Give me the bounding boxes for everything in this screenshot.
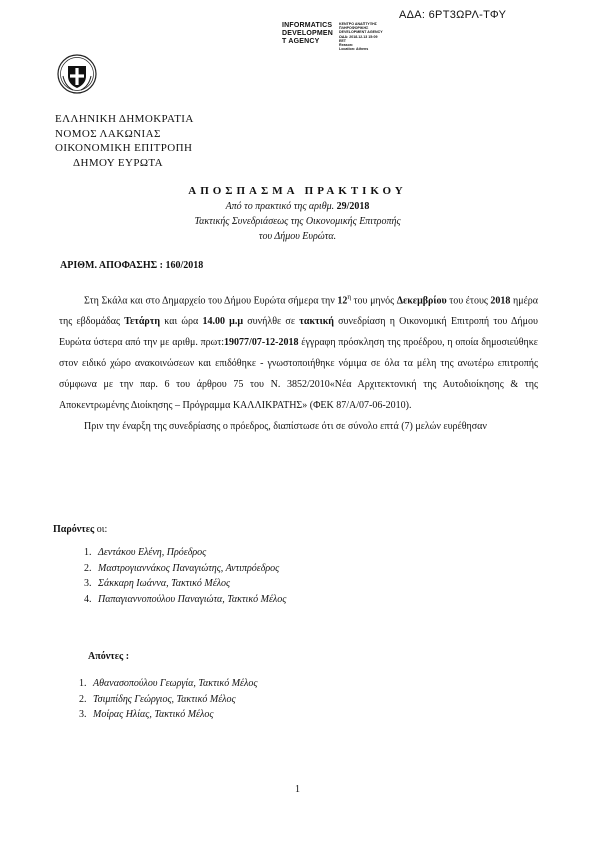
member-name: Τσιμπίδης Γεώργιος, Τακτικό Μέλος — [93, 693, 236, 705]
list-item — [84, 545, 286, 561]
member-name: Μοίρας Ηλίας, Τακτικό Μέλος — [93, 709, 214, 720]
page-number: 1 — [295, 784, 300, 795]
greek-coat-of-arms-icon — [57, 54, 97, 94]
present-heading — [53, 524, 107, 535]
meeting-paragraph — [59, 287, 538, 416]
emphasized-text: 2018 — [490, 295, 511, 307]
list-item — [84, 561, 286, 577]
authority-line: ΟΙΚΟΝΟΜΙΚΗ ΕΠΙΤΡΟΠΗ — [55, 142, 193, 154]
emphasized-text: 12 — [337, 295, 348, 307]
municipality-line: του Δήμου Ευρώτα. — [258, 231, 337, 242]
paragraph-text: έγγραφη πρόσκληση της προέδρου, η οποία δημοσιεύθηκε στον ειδικό χώρο ανακοινώσεων και επιδόθηκε - γνωστοποιήθηκε νόμιμα σε όλα τα μέλη της ανωτέρω επιτροπής σύμφωνα με την παρ. 6 του άρθρου 75 του Ν. 3852/2010«Νέα Αρχιτεκτονική της Αυτοδιοίκησης & της Αποκεντρωμένης Διοίκησης – Πρόγραμμα ΚΑΛΛΙΚΡΑΤΗΣ» (ΦΕΚ 87/Α/07-06-2010). — [59, 337, 538, 412]
signature-line: DEVELOPMEN — [282, 30, 334, 37]
minutes-ref-prefix: Από το πρακτικό της αριθμ. — [225, 201, 335, 212]
decision-number — [60, 260, 203, 271]
paragraph-text: και ώρα — [160, 316, 203, 328]
signature-line: T AGENCY — [282, 38, 320, 45]
signature-detail-line: EET — [339, 38, 347, 43]
item-number: 1. — [84, 547, 92, 558]
member-name: Παπαγιαννοπούλου Παναγιώτα, Τακτικό Μέλος — [98, 593, 287, 605]
signature-detail-line: ΚΕΝΤΡΟ ΑΝΑΠΤΥΞΗΣ — [339, 22, 377, 26]
minutes-reference — [0, 201, 595, 212]
paragraph-text: η — [347, 293, 351, 301]
minutes-number: 29/2018 — [336, 201, 370, 212]
member-name: Αθανασοπούλου Γεωργία, Τακτικό Μέλος — [93, 678, 258, 689]
paragraph-text: συνήλθε σε — [243, 316, 300, 328]
session-type: Τακτικής Συνεδριάσεως της Οικονομικής Επιτροπής — [194, 216, 401, 227]
signature-detail-line: Reason: — [339, 43, 354, 48]
emphasized-text: Τετάρτη — [124, 316, 161, 328]
signature-agency-en — [282, 22, 333, 51]
quorum-paragraph: Πριν την έναρξη της συνεδρίασης ο πρόεδρος, διαπίστωσε ότι σε σύνολο επτά (7) μελών ευρέθησαν — [84, 421, 487, 433]
signature-details — [339, 22, 395, 51]
decision-value: 160/2018 — [165, 260, 204, 271]
signature-detail-line: ΩΔΑ: 2018.12.13 15:09 — [339, 34, 378, 39]
present-label: Παρόντες — [53, 524, 95, 535]
document-title: ΑΠΟΣΠΑΣΜΑ ΠΡΑΚΤΙΚΟΥ — [188, 185, 407, 197]
signature-detail-line: DEVELOPMENT AGENCY — [339, 30, 383, 35]
issuing-authority — [55, 112, 194, 170]
member-name: Μαστρογιαννάκος Παναγιώτης, Αντιπρόεδρος — [98, 562, 280, 574]
present-members-list — [84, 545, 286, 607]
absent-heading: Απόντες : — [88, 651, 130, 662]
paragraph-text: του μηνός — [350, 295, 397, 307]
emphasized-text: 14.00 μ.μ — [202, 316, 244, 328]
item-number: 4. — [84, 593, 92, 605]
decision-label: ΑΡΙΘΜ. ΑΠΟΦΑΣΗΣ : — [60, 260, 163, 271]
list-item — [79, 707, 257, 723]
item-number: 3. — [84, 578, 92, 589]
item-number: 2. — [79, 693, 87, 705]
list-item — [84, 592, 286, 608]
absent-members-list — [79, 676, 257, 723]
paragraph-text: συνεδρίαση η Οικονομική Επιτροπή του Δήμου Ευρώτα ύστερα από την με αριθμ. πρωτ: — [59, 316, 538, 349]
list-item — [84, 576, 286, 592]
paragraph-text: Στη Σκάλα και στο Δημαρχείο του Δήμου Ευρώτα σήμερα την — [84, 295, 338, 307]
minutes-body — [59, 287, 538, 437]
signature-detail-line: Location: Athens — [339, 47, 369, 52]
paragraph-text: του έτους — [446, 295, 491, 307]
item-number: 2. — [84, 562, 92, 574]
item-number: 1. — [79, 678, 87, 689]
signature-line: INFORMATICS — [282, 22, 333, 29]
emphasized-text: Δεκεμβρίου — [396, 295, 447, 307]
member-name: Σάκκαρη Ιωάννα, Τακτικό Μέλος — [98, 578, 231, 589]
authority-line: ΕΛΛΗΝΙΚΗ ΔΗΜΟΚΡΑΤΙΑ — [55, 113, 194, 125]
emphasized-text: τακτική — [299, 316, 334, 328]
ada-code: ΑΔΑ: 6ΡΤ3ΩΡΛ-ΤΦΥ — [399, 9, 507, 21]
member-name: Δεντάκου Ελένη, Πρόεδρος — [98, 547, 207, 558]
list-item — [79, 676, 257, 692]
emphasized-text: 19077/07-12-2018 — [224, 337, 299, 349]
digital-signature-stamp — [282, 22, 395, 51]
present-suffix: οι: — [94, 524, 108, 535]
authority-line: ΔΗΜΟΥ ΕΥΡΩΤΑ — [73, 156, 164, 169]
signature-detail-line: ΠΛΗΡΟΦΟΡΙΚΗΣ — [339, 26, 369, 31]
authority-line: ΝΟΜΟΣ ΛΑΚΩΝΙΑΣ — [55, 127, 161, 140]
item-number: 3. — [79, 709, 87, 720]
paragraph-text: ημέρα της εβδομάδας — [59, 295, 538, 328]
list-item — [79, 692, 257, 708]
